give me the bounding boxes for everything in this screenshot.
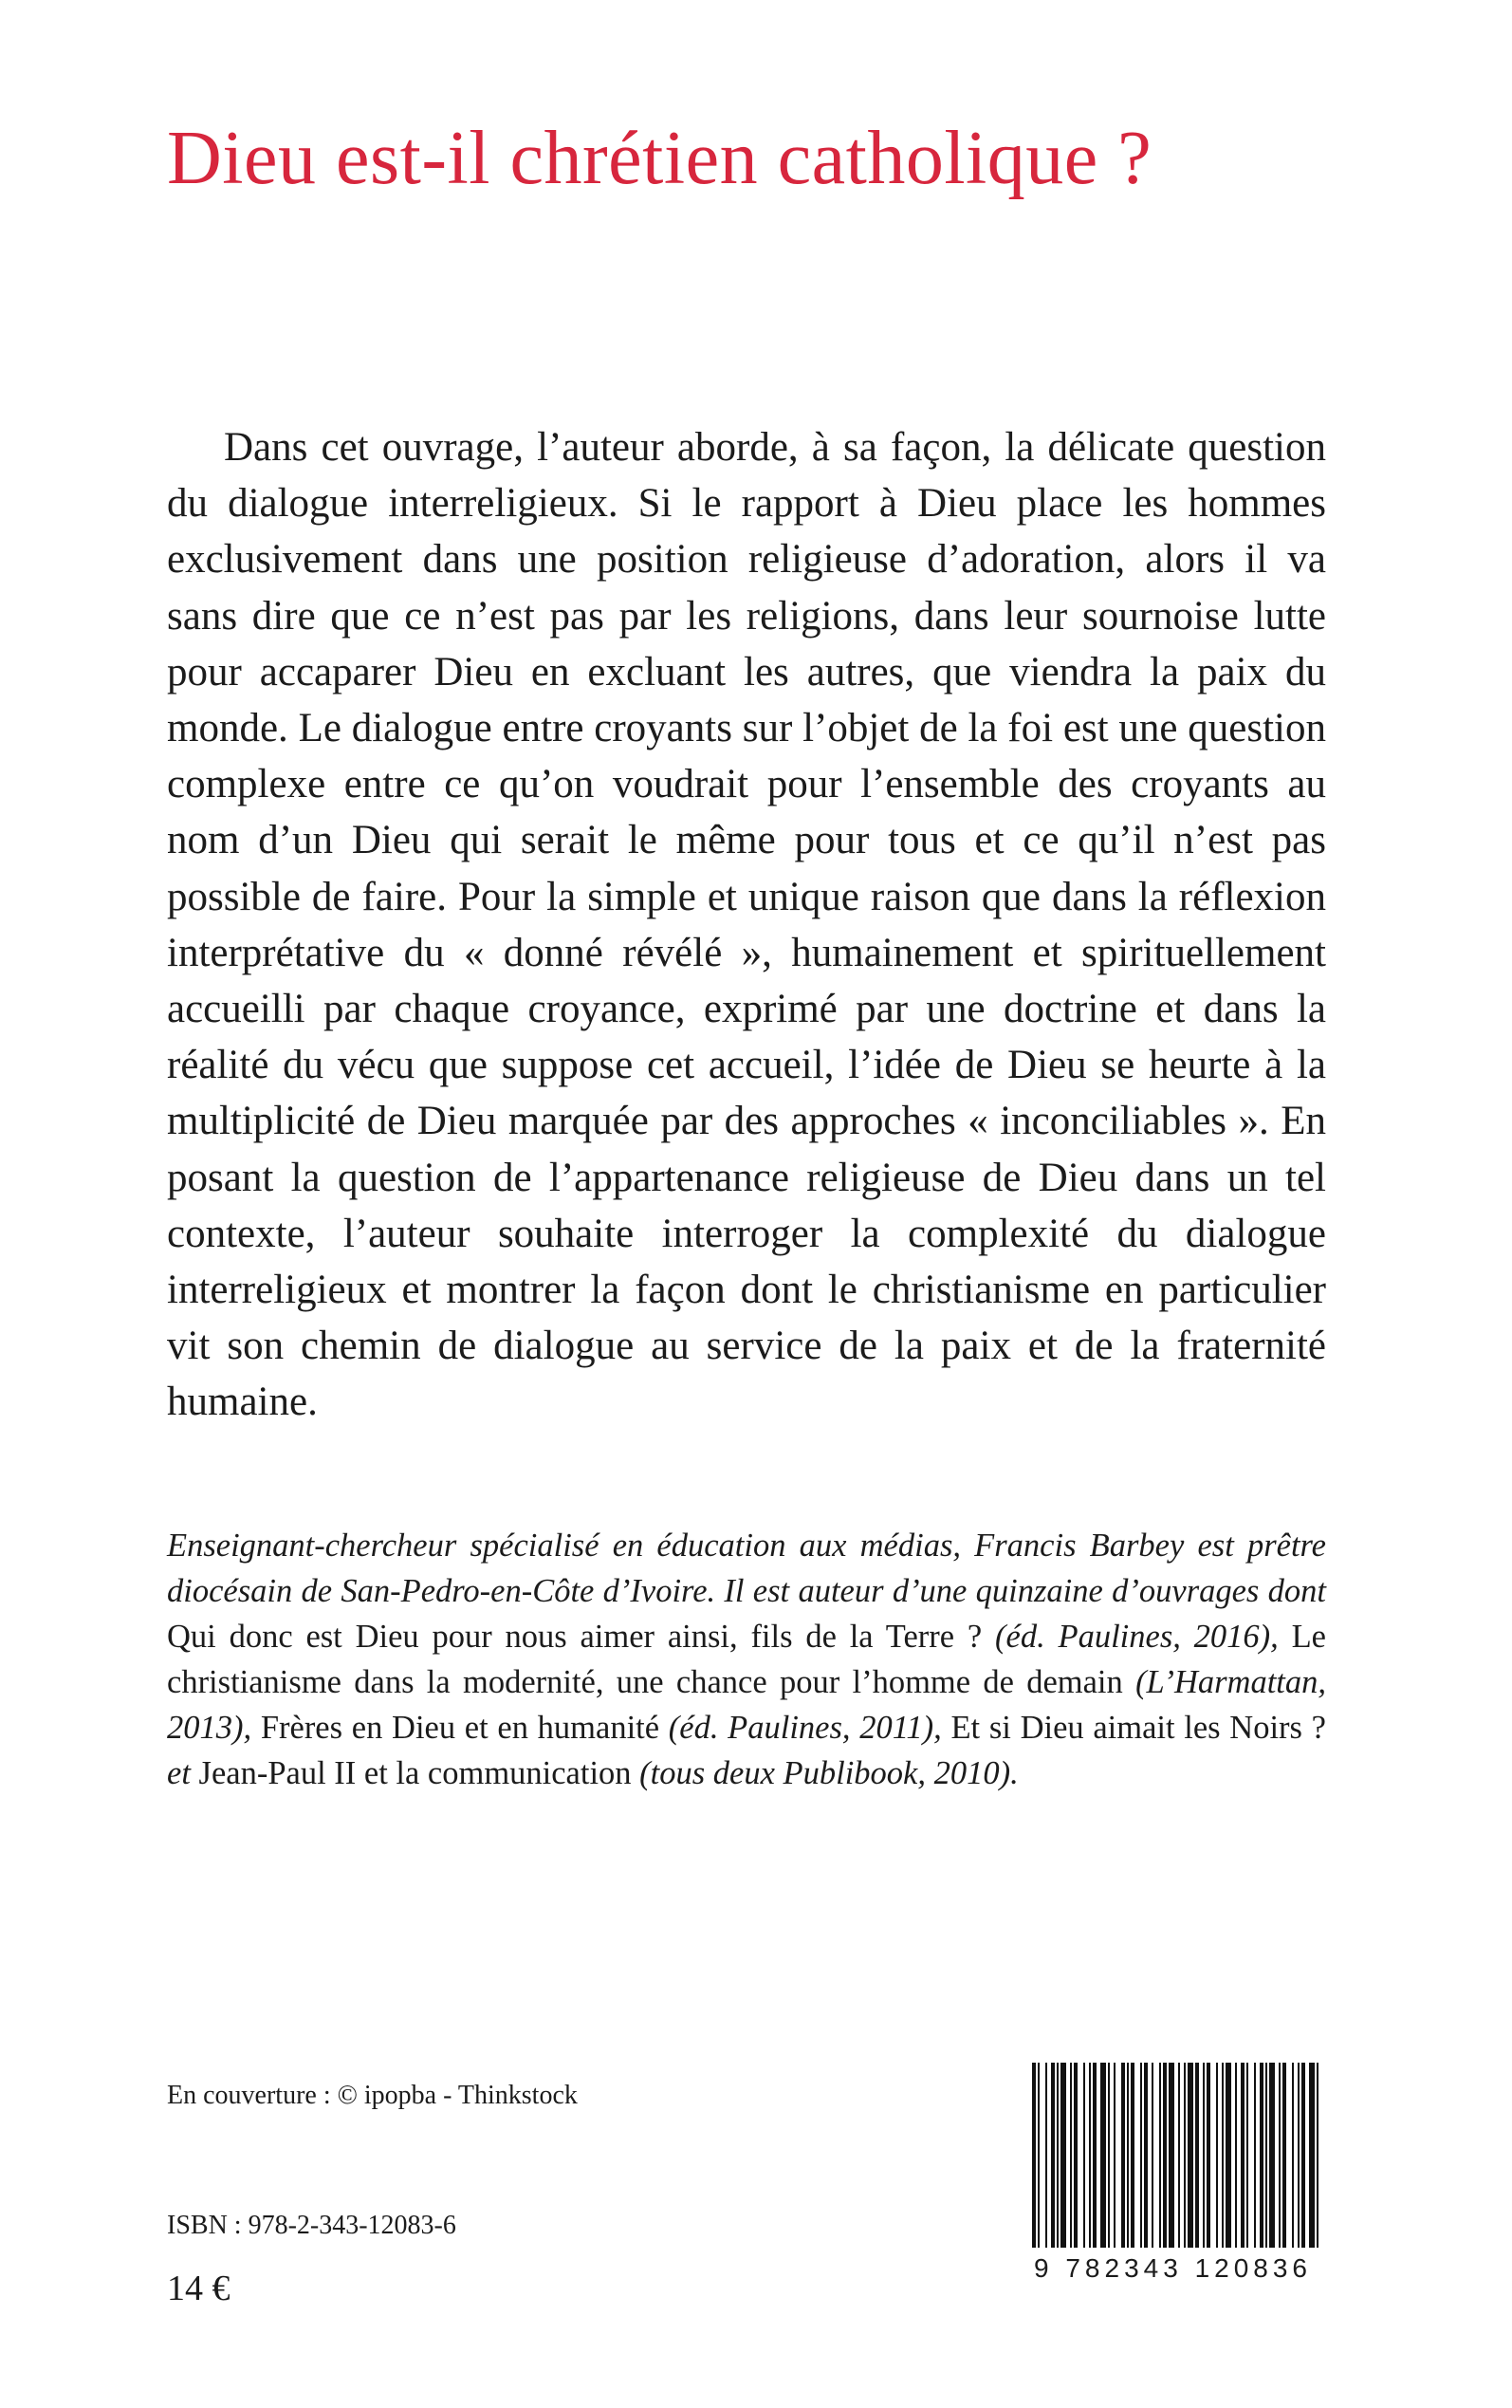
barcode-bar	[1178, 2063, 1180, 2248]
bio-text-1: Enseignant-chercheur spécialisé en éducation aux médias, Francis Barbey est prêtre diocésain de San-Pedro-en-Côte d’Ivoire. Il est auteur d’une quinzaine d’ouvrages dont	[167, 1528, 1326, 1609]
barcode-bar	[1235, 2063, 1237, 2248]
barcode-bar	[1131, 2063, 1134, 2248]
book-title: Dieu est-il chrétien catholique ?	[167, 117, 1152, 200]
bio-text-5: et	[167, 1755, 199, 1791]
barcode-digits: 9 782343 120836	[1034, 2253, 1312, 2283]
author-bio	[167, 1523, 1326, 1796]
barcode-bar	[1317, 2063, 1318, 2248]
barcode-bar	[1051, 2063, 1055, 2248]
barcode-bar	[1121, 2063, 1125, 2248]
barcode-bar	[1298, 2063, 1300, 2248]
barcode-bar	[1254, 2063, 1256, 2248]
barcode-bar	[1089, 2063, 1091, 2248]
barcode-bar	[1127, 2063, 1129, 2248]
isbn: ISBN : 978-2-343-12083-6	[167, 2211, 456, 2240]
barcode-bar	[1195, 2063, 1199, 2248]
barcode-bar	[1060, 2063, 1066, 2248]
barcode-bar	[1152, 2063, 1153, 2248]
bio-work-title-4: Et si Dieu aimait les Noirs ?	[950, 1710, 1326, 1746]
barcode-bar	[1140, 2063, 1142, 2248]
book-summary: Dans cet ouvrage, l’auteur aborde, à sa façon, la délicate question du dialogue interreligieux. Si le rapport à Dieu place les hommes exclusivement dans une position religieuse d’adoration, alors il va sans dire que ce n’est pas par les religions, dans leur sournoise lutte pour accaparer Dieu en excluant les autres, que viendra la paix du monde. Le dialogue entre croyants sur l’objet de la foi est une question complexe entre ce qu’on voudrait pour l’ensemble des croyants au nom d’un Dieu qui serait le même pour tous et ce qu’il n’est pas possible de faire. Pour la simple et unique raison que dans la réflexion interprétative du « donné révélé », humainement et spirituellement accueilli par chaque croyance, exprimé par une doctrine et dans la réalité du vécu que suppose cet accueil, l’idée de Dieu se heurte à la multiplicité de Dieu marquée par des approches « inconciliables ». En posant la question de l’appartenance religieuse de Dieu dans un tel contexte, l’auteur souhaite interroger la complexité du dialogue interreligieux et montrer la façon dont le christianisme en particulier vit son chemin de dialogue au service de la paix et de la fraternité humaine.	[167, 425, 1326, 1425]
barcode-bar	[1163, 2063, 1167, 2248]
barcode-bar	[1260, 2063, 1263, 2248]
barcode-bar	[1282, 2063, 1286, 2248]
barcode-bar	[1038, 2063, 1040, 2248]
bio-work-title-3: Frères en Dieu et en humanité	[260, 1710, 660, 1746]
bio-text-3: (L’Harmattan, 2013),	[167, 1664, 1327, 1746]
bio-text-2: (éd. Paulines, 2016),	[982, 1619, 1292, 1655]
barcode-bar	[1292, 2063, 1294, 2248]
barcode-bar	[1184, 2063, 1186, 2248]
barcode-bar	[1074, 2063, 1078, 2248]
barcode-bar	[1226, 2063, 1231, 2248]
barcode-bar	[1309, 2063, 1315, 2248]
barcode-bar	[1222, 2063, 1224, 2248]
barcode-bar	[1032, 2063, 1036, 2248]
barcode-bar	[1100, 2063, 1106, 2248]
barcode-bar	[1108, 2063, 1110, 2248]
barcode-bar	[1114, 2063, 1116, 2248]
barcode-bar	[1246, 2063, 1248, 2248]
barcode-bar	[1203, 2063, 1205, 2248]
barcode-bar	[1241, 2063, 1245, 2248]
barcode-bar	[1093, 2063, 1097, 2248]
barcode-bar	[1207, 2063, 1210, 2248]
bio-work-title-5: Jean-Paul II et la communication	[198, 1755, 632, 1791]
barcode-bar	[1301, 2063, 1305, 2248]
barcode-bar	[1169, 2063, 1174, 2248]
barcode-bar	[1188, 2063, 1193, 2248]
bio-work-title-1: Qui donc est Dieu pour nous aimer ainsi, fils de la Terre ?	[167, 1619, 983, 1655]
barcode-bar	[1269, 2063, 1275, 2248]
barcode-bar	[1265, 2063, 1267, 2248]
bio-text-6: (tous deux Publibook, 2010).	[631, 1755, 1019, 1791]
cover-credit: En couverture : © ipopba - Thinkstock	[167, 2081, 578, 2110]
barcode-bar	[1057, 2063, 1059, 2248]
bio-text-4: (éd. Paulines, 2011),	[659, 1710, 951, 1746]
price: 14 €	[167, 2269, 230, 2308]
barcode-bar	[1144, 2063, 1148, 2248]
barcode-bar	[1083, 2063, 1085, 2248]
barcode-bar	[1070, 2063, 1072, 2248]
barcode-bar	[1159, 2063, 1161, 2248]
barcode-bar	[1045, 2063, 1047, 2248]
barcode-bar	[1279, 2063, 1281, 2248]
barcode-bar	[1216, 2063, 1218, 2248]
bio-work-title-2: Le christianisme dans la modernité, une chance pour l’homme de demain	[167, 1619, 1326, 1700]
